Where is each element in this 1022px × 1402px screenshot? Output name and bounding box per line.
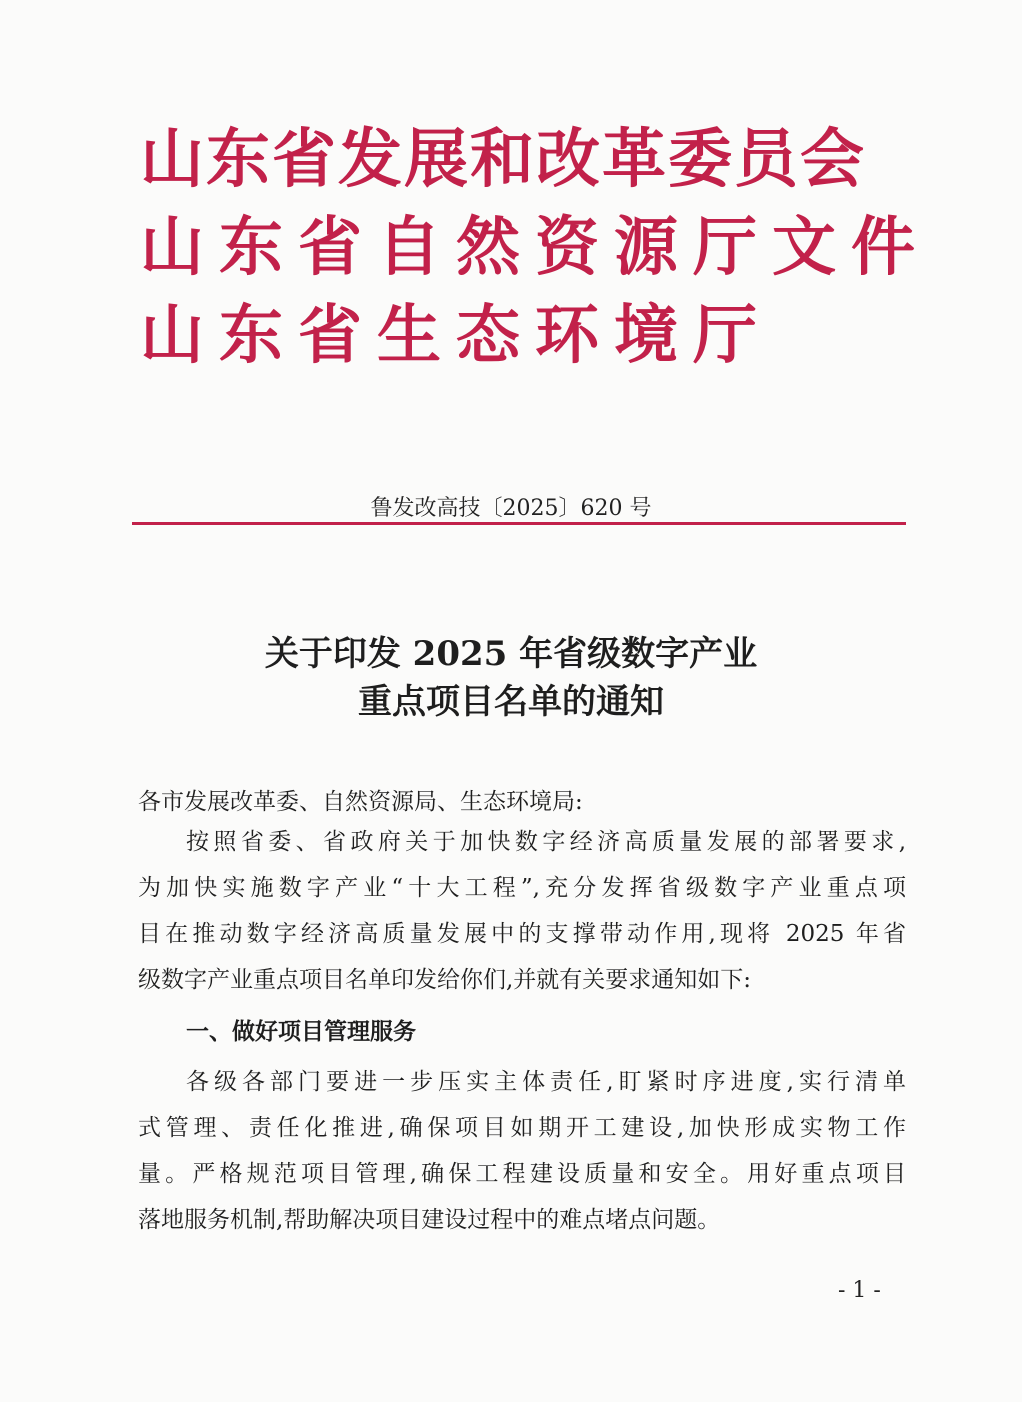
masthead-line-3: 山东省生态环境厅 bbox=[140, 298, 772, 373]
red-divider-line bbox=[132, 522, 906, 525]
paragraph-1 bbox=[138, 819, 906, 1003]
paragraph-1-line: 级数字产业重点项目名单印发给你们,并就有关要求通知如下: bbox=[138, 967, 752, 993]
salutation: 各市发展改革委、自然资源局、生态环境局: bbox=[138, 789, 583, 815]
paragraph-2-line: 落地服务机制,帮助解决项目建设过程中的难点堵点问题。 bbox=[138, 1207, 721, 1233]
masthead-line-1: 山东省发展和改革委员会 bbox=[140, 122, 866, 197]
paragraph-2-line: 各级各部门要进一步压实主体责任,盯紧时序进度,实行清单 bbox=[186, 1069, 906, 1095]
section-1-heading: 一、做好项目管理服务 bbox=[186, 1019, 416, 1045]
paragraph-2 bbox=[138, 1059, 906, 1243]
paragraph-1-line: 按照省委、省政府关于加快数字经济高质量发展的部署要求, bbox=[186, 829, 906, 855]
paragraph-2-line: 式管理、责任化推进,确保项目如期开工建设,加快形成实物工作 bbox=[138, 1115, 906, 1141]
document-title bbox=[0, 630, 1022, 726]
title-line-1: 关于印发 2025 年省级数字产业 bbox=[264, 634, 758, 674]
paragraph-2-line: 量。严格规范项目管理,确保工程建设质量和安全。用好重点项目 bbox=[138, 1161, 906, 1187]
document-number: 鲁发改高技〔2025〕620 号 bbox=[370, 496, 652, 521]
title-line-2: 重点项目名单的通知 bbox=[358, 682, 664, 722]
masthead-line-2: 山东省自然资源厅文件 bbox=[140, 210, 930, 285]
paragraph-1-line: 目在推动数字经济高质量发展中的支撑带动作用,现将 2025 年省 bbox=[138, 921, 906, 947]
paragraph-1-line: 为加快实施数字产业“十大工程”,充分发挥省级数字产业重点项 bbox=[138, 875, 906, 901]
page-number: - 1 - bbox=[838, 1278, 881, 1303]
